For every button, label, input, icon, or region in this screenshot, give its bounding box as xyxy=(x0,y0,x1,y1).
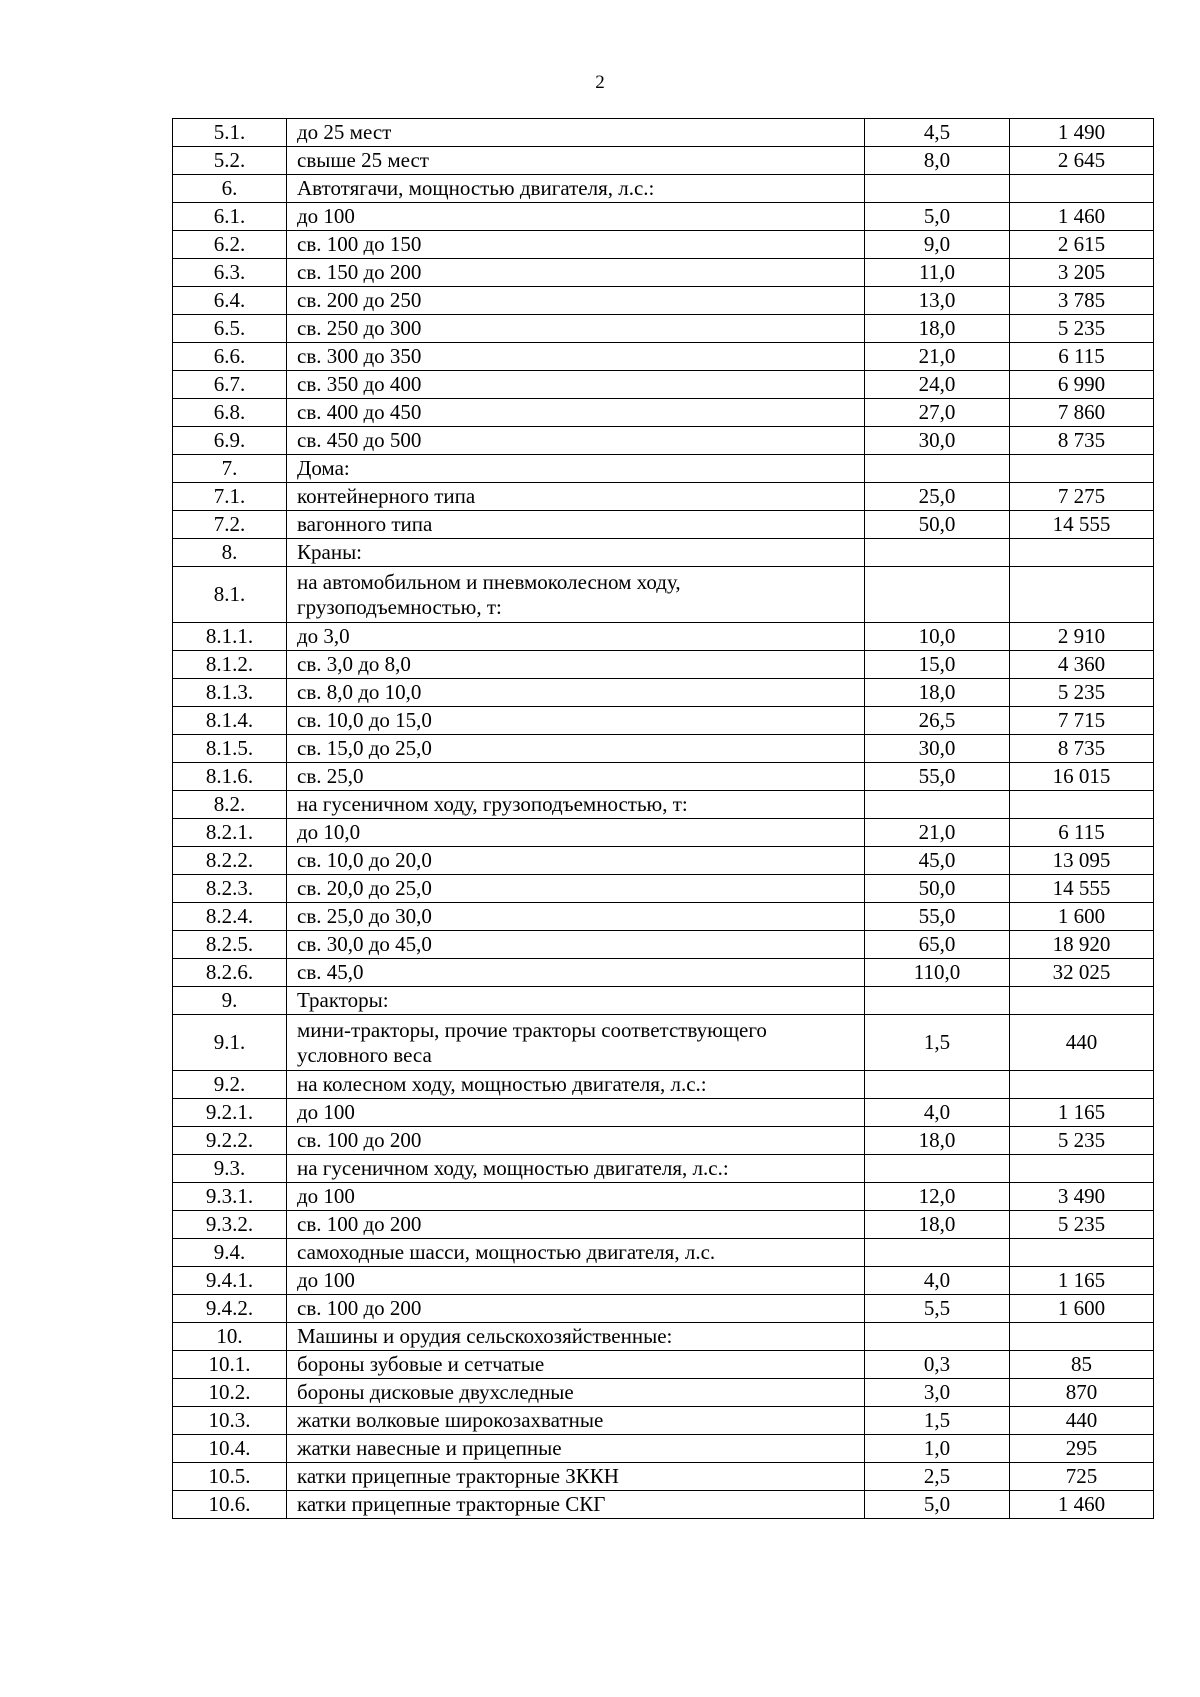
coefficient-cell: 18,0 xyxy=(865,679,1010,707)
amount-cell: 295 xyxy=(1010,1435,1154,1463)
row-number-cell: 8.2.5. xyxy=(173,931,287,959)
coefficient-cell: 10,0 xyxy=(865,623,1010,651)
amount-cell: 440 xyxy=(1010,1407,1154,1435)
row-number-cell: 10.4. xyxy=(173,1435,287,1463)
item-name-cell: до 100 xyxy=(287,203,865,231)
coefficient-cell: 30,0 xyxy=(865,735,1010,763)
item-name-cell: до 100 xyxy=(287,1183,865,1211)
coefficient-cell: 65,0 xyxy=(865,931,1010,959)
amount-cell xyxy=(1010,175,1154,203)
table-row xyxy=(173,147,1154,175)
item-name-cell: Краны: xyxy=(287,539,865,567)
coefficient-cell: 11,0 xyxy=(865,259,1010,287)
item-name-cell: св. 10,0 до 15,0 xyxy=(287,707,865,735)
coefficient-cell: 110,0 xyxy=(865,959,1010,987)
item-name-cell: св. 10,0 до 20,0 xyxy=(287,847,865,875)
table-row xyxy=(173,1267,1154,1295)
table-row xyxy=(173,1127,1154,1155)
table-row xyxy=(173,1155,1154,1183)
table-row xyxy=(173,175,1154,203)
item-name-cell: св. 30,0 до 45,0 xyxy=(287,931,865,959)
row-number-cell: 8.1. xyxy=(173,567,287,623)
coefficient-cell: 50,0 xyxy=(865,511,1010,539)
coefficient-cell xyxy=(865,1155,1010,1183)
row-number-cell: 7.1. xyxy=(173,483,287,511)
table-row xyxy=(173,1463,1154,1491)
item-name-cell: св. 150 до 200 xyxy=(287,259,865,287)
row-number-cell: 8.1.5. xyxy=(173,735,287,763)
coefficient-cell: 5,0 xyxy=(865,203,1010,231)
amount-cell: 85 xyxy=(1010,1351,1154,1379)
item-name-cell: св. 400 до 450 xyxy=(287,399,865,427)
coefficient-cell: 4,0 xyxy=(865,1267,1010,1295)
table-row xyxy=(173,1211,1154,1239)
amount-cell: 32 025 xyxy=(1010,959,1154,987)
row-number-cell: 7. xyxy=(173,455,287,483)
amount-cell xyxy=(1010,455,1154,483)
amount-cell: 440 xyxy=(1010,1015,1154,1071)
coefficient-cell: 18,0 xyxy=(865,1211,1010,1239)
table-row xyxy=(173,343,1154,371)
row-number-cell: 8.2.6. xyxy=(173,959,287,987)
page-number: 2 xyxy=(595,72,605,93)
row-number-cell: 8.2.4. xyxy=(173,903,287,931)
amount-cell xyxy=(1010,539,1154,567)
row-number-cell: 6.4. xyxy=(173,287,287,315)
item-name-cell: св. 20,0 до 25,0 xyxy=(287,875,865,903)
table-row xyxy=(173,427,1154,455)
item-name-cell: на гусеничном ходу, мощностью двигателя, л.с.: xyxy=(287,1155,865,1183)
table-row xyxy=(173,1295,1154,1323)
coefficient-cell xyxy=(865,1071,1010,1099)
amount-cell: 14 555 xyxy=(1010,875,1154,903)
coefficient-cell: 8,0 xyxy=(865,147,1010,175)
coefficient-cell: 18,0 xyxy=(865,315,1010,343)
table-row xyxy=(173,847,1154,875)
table-row xyxy=(173,1435,1154,1463)
item-name-cell: на колесном ходу, мощностью двигателя, л.с.: xyxy=(287,1071,865,1099)
table-row xyxy=(173,1407,1154,1435)
row-number-cell: 8.2.1. xyxy=(173,819,287,847)
amount-cell: 1 600 xyxy=(1010,903,1154,931)
item-name-cell: Машины и орудия сельскохозяйственные: xyxy=(287,1323,865,1351)
amount-cell: 3 490 xyxy=(1010,1183,1154,1211)
amount-cell: 1 490 xyxy=(1010,119,1154,147)
item-name-cell: мини-тракторы, прочие тракторы соответствующего условного веса xyxy=(287,1015,865,1071)
item-name-cell: св. 45,0 xyxy=(287,959,865,987)
row-number-cell: 6.9. xyxy=(173,427,287,455)
item-name-cell: св. 250 до 300 xyxy=(287,315,865,343)
item-name-cell: катки прицепные тракторные СКГ xyxy=(287,1491,865,1519)
table-row xyxy=(173,399,1154,427)
coefficient-cell: 5,5 xyxy=(865,1295,1010,1323)
table-row xyxy=(173,1183,1154,1211)
table-row xyxy=(173,791,1154,819)
coefficient-cell: 18,0 xyxy=(865,1127,1010,1155)
coefficient-cell: 1,0 xyxy=(865,1435,1010,1463)
coefficient-cell: 27,0 xyxy=(865,399,1010,427)
table-row xyxy=(173,1323,1154,1351)
coefficient-cell: 4,5 xyxy=(865,119,1010,147)
table-row xyxy=(173,735,1154,763)
table-row xyxy=(173,287,1154,315)
amount-cell: 5 235 xyxy=(1010,1211,1154,1239)
amount-cell: 2 645 xyxy=(1010,147,1154,175)
item-name-cell: бороны дисковые двухследные xyxy=(287,1379,865,1407)
amount-cell: 870 xyxy=(1010,1379,1154,1407)
amount-cell: 5 235 xyxy=(1010,679,1154,707)
row-number-cell: 8.2.2. xyxy=(173,847,287,875)
amount-cell xyxy=(1010,791,1154,819)
amount-cell: 5 235 xyxy=(1010,1127,1154,1155)
coefficient-cell: 2,5 xyxy=(865,1463,1010,1491)
row-number-cell: 6.5. xyxy=(173,315,287,343)
coefficient-cell: 25,0 xyxy=(865,483,1010,511)
row-number-cell: 8.1.2. xyxy=(173,651,287,679)
amount-cell xyxy=(1010,987,1154,1015)
coefficient-cell: 45,0 xyxy=(865,847,1010,875)
row-number-cell: 6.3. xyxy=(173,259,287,287)
amount-cell: 5 235 xyxy=(1010,315,1154,343)
coefficient-cell: 1,5 xyxy=(865,1407,1010,1435)
table-row xyxy=(173,931,1154,959)
row-number-cell: 9.1. xyxy=(173,1015,287,1071)
item-name-cell: св. 15,0 до 25,0 xyxy=(287,735,865,763)
amount-cell: 1 460 xyxy=(1010,1491,1154,1519)
coefficient-cell: 55,0 xyxy=(865,903,1010,931)
amount-cell: 1 460 xyxy=(1010,203,1154,231)
coefficient-cell: 12,0 xyxy=(865,1183,1010,1211)
table-row xyxy=(173,231,1154,259)
row-number-cell: 6. xyxy=(173,175,287,203)
amount-cell: 2 615 xyxy=(1010,231,1154,259)
table-row xyxy=(173,623,1154,651)
amount-cell xyxy=(1010,1155,1154,1183)
coefficient-cell xyxy=(865,1323,1010,1351)
row-number-cell: 9.4. xyxy=(173,1239,287,1267)
row-number-cell: 9.2.1. xyxy=(173,1099,287,1127)
coefficient-cell xyxy=(865,1239,1010,1267)
row-number-cell: 6.7. xyxy=(173,371,287,399)
table-row xyxy=(173,1491,1154,1519)
table-row xyxy=(173,455,1154,483)
table-row xyxy=(173,651,1154,679)
table-row xyxy=(173,1071,1154,1099)
row-number-cell: 7.2. xyxy=(173,511,287,539)
item-name-cell: св. 350 до 400 xyxy=(287,371,865,399)
coefficient-cell: 26,5 xyxy=(865,707,1010,735)
table-row xyxy=(173,875,1154,903)
item-name-cell: Дома: xyxy=(287,455,865,483)
row-number-cell: 6.6. xyxy=(173,343,287,371)
amount-cell: 6 115 xyxy=(1010,343,1154,371)
amount-cell: 18 920 xyxy=(1010,931,1154,959)
table-row xyxy=(173,763,1154,791)
item-name-cell: жатки волковые широкозахватные xyxy=(287,1407,865,1435)
item-name-cell: катки прицепные тракторные ЗККН xyxy=(287,1463,865,1491)
item-name-cell: св. 300 до 350 xyxy=(287,343,865,371)
coefficient-cell xyxy=(865,987,1010,1015)
table-row xyxy=(173,903,1154,931)
amount-cell: 16 015 xyxy=(1010,763,1154,791)
coefficient-cell xyxy=(865,567,1010,623)
coefficient-cell: 15,0 xyxy=(865,651,1010,679)
item-name-cell: св. 3,0 до 8,0 xyxy=(287,651,865,679)
table-row xyxy=(173,959,1154,987)
row-number-cell: 8.1.1. xyxy=(173,623,287,651)
coefficient-cell: 5,0 xyxy=(865,1491,1010,1519)
item-name-cell: жатки навесные и прицепные xyxy=(287,1435,865,1463)
amount-cell: 8 735 xyxy=(1010,427,1154,455)
amount-cell xyxy=(1010,1071,1154,1099)
row-number-cell: 10.5. xyxy=(173,1463,287,1491)
item-name-cell: на автомобильном и пневмоколесном ходу, грузоподъемностью, т: xyxy=(287,567,865,623)
amount-cell: 6 115 xyxy=(1010,819,1154,847)
row-number-cell: 8. xyxy=(173,539,287,567)
item-name-cell: на гусеничном ходу, грузоподъемностью, т: xyxy=(287,791,865,819)
table-row xyxy=(173,1099,1154,1127)
row-number-cell: 6.8. xyxy=(173,399,287,427)
item-name-cell: свыше 25 мест xyxy=(287,147,865,175)
item-name-cell: св. 25,0 до 30,0 xyxy=(287,903,865,931)
row-number-cell: 9.3.1. xyxy=(173,1183,287,1211)
table-row xyxy=(173,483,1154,511)
coefficient-cell: 21,0 xyxy=(865,819,1010,847)
coefficient-cell: 9,0 xyxy=(865,231,1010,259)
coefficient-cell xyxy=(865,791,1010,819)
table-row xyxy=(173,679,1154,707)
coefficient-cell: 24,0 xyxy=(865,371,1010,399)
amount-cell xyxy=(1010,567,1154,623)
table-row xyxy=(173,567,1154,623)
item-name-cell: св. 200 до 250 xyxy=(287,287,865,315)
table-row xyxy=(173,819,1154,847)
table-row xyxy=(173,119,1154,147)
rates-table xyxy=(172,118,1154,1519)
coefficient-cell: 30,0 xyxy=(865,427,1010,455)
row-number-cell: 10.1. xyxy=(173,1351,287,1379)
table-row xyxy=(173,707,1154,735)
item-name-cell: до 100 xyxy=(287,1267,865,1295)
row-number-cell: 9.4.2. xyxy=(173,1295,287,1323)
amount-cell: 7 715 xyxy=(1010,707,1154,735)
coefficient-cell: 55,0 xyxy=(865,763,1010,791)
item-name-cell: до 25 мест xyxy=(287,119,865,147)
table-row xyxy=(173,511,1154,539)
item-name-cell: самоходные шасси, мощностью двигателя, л.с. xyxy=(287,1239,865,1267)
table-row xyxy=(173,1239,1154,1267)
amount-cell: 7 275 xyxy=(1010,483,1154,511)
item-name-cell: контейнерного типа xyxy=(287,483,865,511)
row-number-cell: 8.2. xyxy=(173,791,287,819)
table-row xyxy=(173,1015,1154,1071)
coefficient-cell: 13,0 xyxy=(865,287,1010,315)
amount-cell: 14 555 xyxy=(1010,511,1154,539)
row-number-cell: 9.2. xyxy=(173,1071,287,1099)
item-name-cell: св. 100 до 200 xyxy=(287,1211,865,1239)
rates-table-body xyxy=(173,119,1154,1519)
coefficient-cell: 21,0 xyxy=(865,343,1010,371)
row-number-cell: 10. xyxy=(173,1323,287,1351)
amount-cell: 7 860 xyxy=(1010,399,1154,427)
amount-cell: 8 735 xyxy=(1010,735,1154,763)
item-name-cell: до 10,0 xyxy=(287,819,865,847)
item-name-cell: св. 100 до 150 xyxy=(287,231,865,259)
item-name-cell: св. 25,0 xyxy=(287,763,865,791)
item-name-cell: до 3,0 xyxy=(287,623,865,651)
item-name-cell: вагонного типа xyxy=(287,511,865,539)
amount-cell: 3 785 xyxy=(1010,287,1154,315)
row-number-cell: 9.3. xyxy=(173,1155,287,1183)
row-number-cell: 9.2.2. xyxy=(173,1127,287,1155)
table-row xyxy=(173,259,1154,287)
row-number-cell: 8.1.3. xyxy=(173,679,287,707)
coefficient-cell: 0,3 xyxy=(865,1351,1010,1379)
table-row xyxy=(173,203,1154,231)
row-number-cell: 5.2. xyxy=(173,147,287,175)
amount-cell: 1 165 xyxy=(1010,1267,1154,1295)
amount-cell: 6 990 xyxy=(1010,371,1154,399)
table-row xyxy=(173,371,1154,399)
amount-cell: 1 600 xyxy=(1010,1295,1154,1323)
item-name-cell: бороны зубовые и сетчатые xyxy=(287,1351,865,1379)
table-row xyxy=(173,1351,1154,1379)
item-name-cell: до 100 xyxy=(287,1099,865,1127)
row-number-cell: 10.2. xyxy=(173,1379,287,1407)
row-number-cell: 9. xyxy=(173,987,287,1015)
amount-cell xyxy=(1010,1239,1154,1267)
amount-cell: 2 910 xyxy=(1010,623,1154,651)
coefficient-cell: 3,0 xyxy=(865,1379,1010,1407)
table-row xyxy=(173,987,1154,1015)
row-number-cell: 10.3. xyxy=(173,1407,287,1435)
item-name-cell: Автотягачи, мощностью двигателя, л.с.: xyxy=(287,175,865,203)
row-number-cell: 8.2.3. xyxy=(173,875,287,903)
row-number-cell: 8.1.4. xyxy=(173,707,287,735)
coefficient-cell: 4,0 xyxy=(865,1099,1010,1127)
amount-cell: 1 165 xyxy=(1010,1099,1154,1127)
item-name-cell: св. 450 до 500 xyxy=(287,427,865,455)
item-name-cell: св. 100 до 200 xyxy=(287,1127,865,1155)
row-number-cell: 6.2. xyxy=(173,231,287,259)
item-name-cell: Тракторы: xyxy=(287,987,865,1015)
amount-cell: 13 095 xyxy=(1010,847,1154,875)
coefficient-cell xyxy=(865,455,1010,483)
amount-cell: 3 205 xyxy=(1010,259,1154,287)
row-number-cell: 9.3.2. xyxy=(173,1211,287,1239)
coefficient-cell: 50,0 xyxy=(865,875,1010,903)
item-name-cell: св. 100 до 200 xyxy=(287,1295,865,1323)
table-row xyxy=(173,315,1154,343)
coefficient-cell xyxy=(865,175,1010,203)
item-name-cell: св. 8,0 до 10,0 xyxy=(287,679,865,707)
table-row xyxy=(173,539,1154,567)
table-row xyxy=(173,1379,1154,1407)
coefficient-cell xyxy=(865,539,1010,567)
row-number-cell: 9.4.1. xyxy=(173,1267,287,1295)
coefficient-cell: 1,5 xyxy=(865,1015,1010,1071)
row-number-cell: 5.1. xyxy=(173,119,287,147)
row-number-cell: 8.1.6. xyxy=(173,763,287,791)
amount-cell: 4 360 xyxy=(1010,651,1154,679)
row-number-cell: 6.1. xyxy=(173,203,287,231)
amount-cell xyxy=(1010,1323,1154,1351)
amount-cell: 725 xyxy=(1010,1463,1154,1491)
row-number-cell: 10.6. xyxy=(173,1491,287,1519)
